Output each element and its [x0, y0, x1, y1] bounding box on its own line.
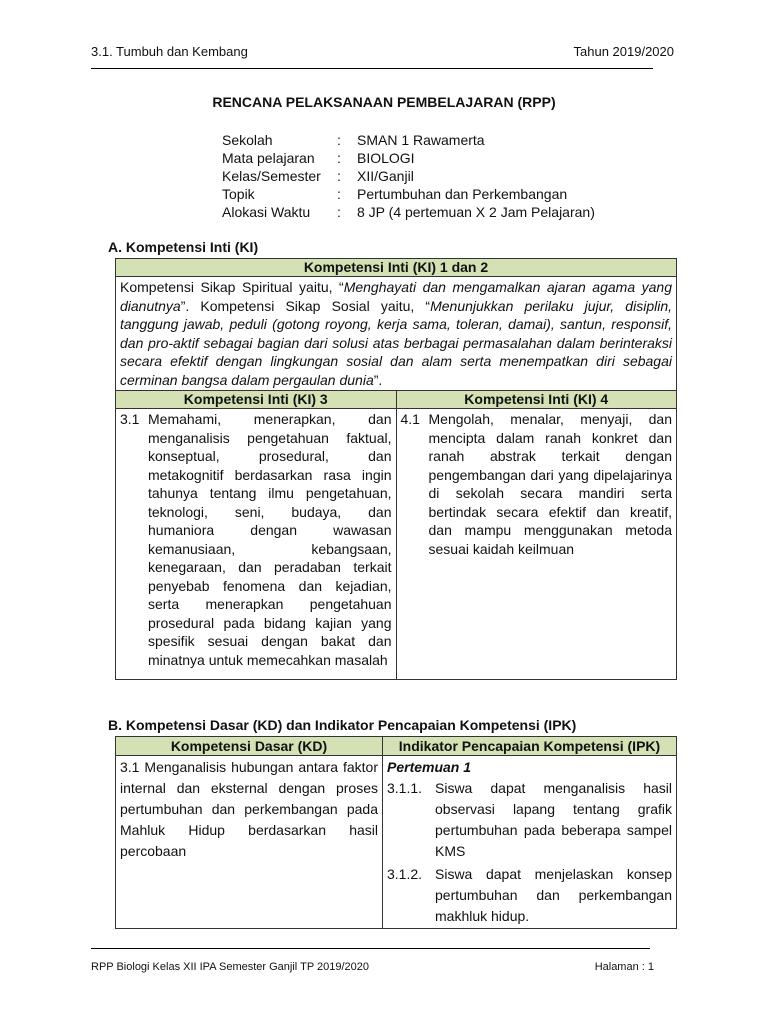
ki-table	[115, 258, 677, 680]
ki4-cell	[396, 409, 677, 680]
document-title: RENCANA PELAKSANAAN PEMBELAJARAN (RPP)	[212, 94, 556, 110]
ki12-text-3: ”.	[373, 371, 383, 388]
identity-colon: :	[337, 168, 341, 184]
ipk-cell	[383, 756, 677, 929]
identity-colon: :	[337, 150, 341, 166]
identity-colon: :	[337, 186, 341, 202]
ki4-number: 4.1	[400, 411, 420, 427]
header-year: Tahun 2019/2020	[573, 44, 674, 59]
ki4-header: Kompetensi Inti (KI) 4	[396, 391, 677, 409]
ki12-description	[116, 277, 677, 391]
identity-row	[222, 131, 595, 149]
ki12-text-2: ”. Kompetensi Sikap Sosial yaitu, “	[180, 297, 431, 314]
ipk-item	[387, 778, 672, 862]
ki12-header: Kompetensi Inti (KI) 1 dan 2	[116, 259, 677, 277]
section-b-heading: B. Kompetensi Dasar (KD) dan Indikator Pencapaian Kompetensi (IPK)	[108, 717, 577, 733]
identity-label: Sekolah	[222, 132, 273, 148]
ki3-header: Kompetensi Inti (KI) 3	[116, 391, 397, 409]
ki12-text-1: Kompetensi Sikap Spiritual yaitu, “	[120, 279, 344, 295]
footer-divider	[91, 948, 650, 949]
kd-header: Kompetensi Dasar (KD)	[116, 737, 383, 756]
identity-value: XII/Ganjil	[357, 168, 414, 184]
ki4-text: Mengolah, menalar, menyaji, dan mencipta dalam ranah konkret dan ranah abstrak terkait dengan pengembangan dari yang dipelajarinya di sekolah secara mandiri serta bertindak secara efektif dan kreatif, dan mampu menggunakan metoda sesuai kaidah keilmuan	[428, 411, 672, 557]
ipk-item	[387, 864, 672, 927]
kd-ipk-table	[115, 736, 677, 929]
ki12-text-social: Menunjukkan perilaku jujur, disiplin, tanggung jawab, peduli (gotong royong, kerja sama, toleran, damai), santun, responsif, dan pro-aktif sebagai bagian dari solusi atas berbagai permasalahan dalam berinteraksi secara efektif dengan lingkungan sosial dan alam serta menempatkan diri sebagai cerminan bangsa dalam pergaulan dunia	[120, 297, 672, 388]
ki3-cell	[116, 409, 397, 680]
identity-colon: :	[337, 204, 341, 220]
identity-row	[222, 149, 595, 167]
identity-label: Alokasi Waktu	[222, 204, 311, 220]
identity-row	[222, 203, 595, 221]
identity-value: BIOLOGI	[357, 150, 415, 166]
identity-row	[222, 167, 595, 185]
kd-cell	[116, 756, 383, 929]
ipk-number: 3.1.1.	[387, 780, 423, 796]
identity-row	[222, 185, 595, 203]
ki12-text-spiritual: Menghayati dan mengamalkan ajaran agama yang dianutnya	[120, 279, 672, 314]
identity-colon: :	[337, 132, 341, 148]
identity-value: SMAN 1 Rawamerta	[357, 132, 485, 148]
section-a-heading: A. Kompetensi Inti (KI)	[108, 239, 259, 255]
footer-course: RPP Biologi Kelas XII IPA Semester Ganjil TP 2019/2020	[91, 961, 370, 973]
identity-label: Mata pelajaran	[222, 150, 315, 166]
identity-value: 8 JP (4 pertemuan X 2 Jam Pelajaran)	[357, 204, 595, 220]
header-divider	[91, 68, 653, 69]
identity-table	[222, 131, 595, 221]
ipk-text: Siswa dapat menjelaskan konsep pertumbuhan dan perkembangan makhluk hidup.	[435, 866, 672, 924]
ipk-header: Indikator Pencapaian Kompetensi (IPK)	[383, 737, 677, 756]
kd-text: 3.1 Menganalisis hubungan antara faktor internal dan eksternal dengan proses pertumbuhan dan perkembangan pada Mahluk Hidup berdasarkan hasil percobaan	[120, 759, 378, 859]
ipk-number: 3.1.2.	[387, 866, 423, 882]
footer-page-number: Halaman : 1	[594, 961, 654, 973]
ipk-text: Siswa dapat menganalisis hasil observasi lapang tentang grafik pertumbuhan pada beberapa sampel KMS	[435, 780, 672, 859]
header-topic: 3.1. Tumbuh dan Kembang	[91, 44, 248, 59]
ki3-number: 3.1	[120, 411, 140, 427]
identity-label: Kelas/Semester	[222, 168, 321, 184]
ki3-text: Memahami, menerapkan, dan menganalisis pengetahuan faktual, konseptual, prosedural, dan metakognitif berdasarkan rasa ingin tahunya tentang ilmu pengetahuan, teknologi, seni, budaya, dan humaniora dengan wawasan kemanusiaan, kebangsaan, kenegaraan, dan peradaban terkait penyebab fenomena dan kejadian, serta menerapkan pengetahuan prosedural pada bidang kajian yang spesifik sesuai dengan bakat dan minatnya untuk memecahkan masalah	[148, 411, 392, 668]
identity-value: Pertumbuhan dan Perkembangan	[357, 186, 568, 202]
identity-label: Topik	[222, 186, 255, 202]
meeting-label: Pertemuan 1	[387, 759, 472, 775]
